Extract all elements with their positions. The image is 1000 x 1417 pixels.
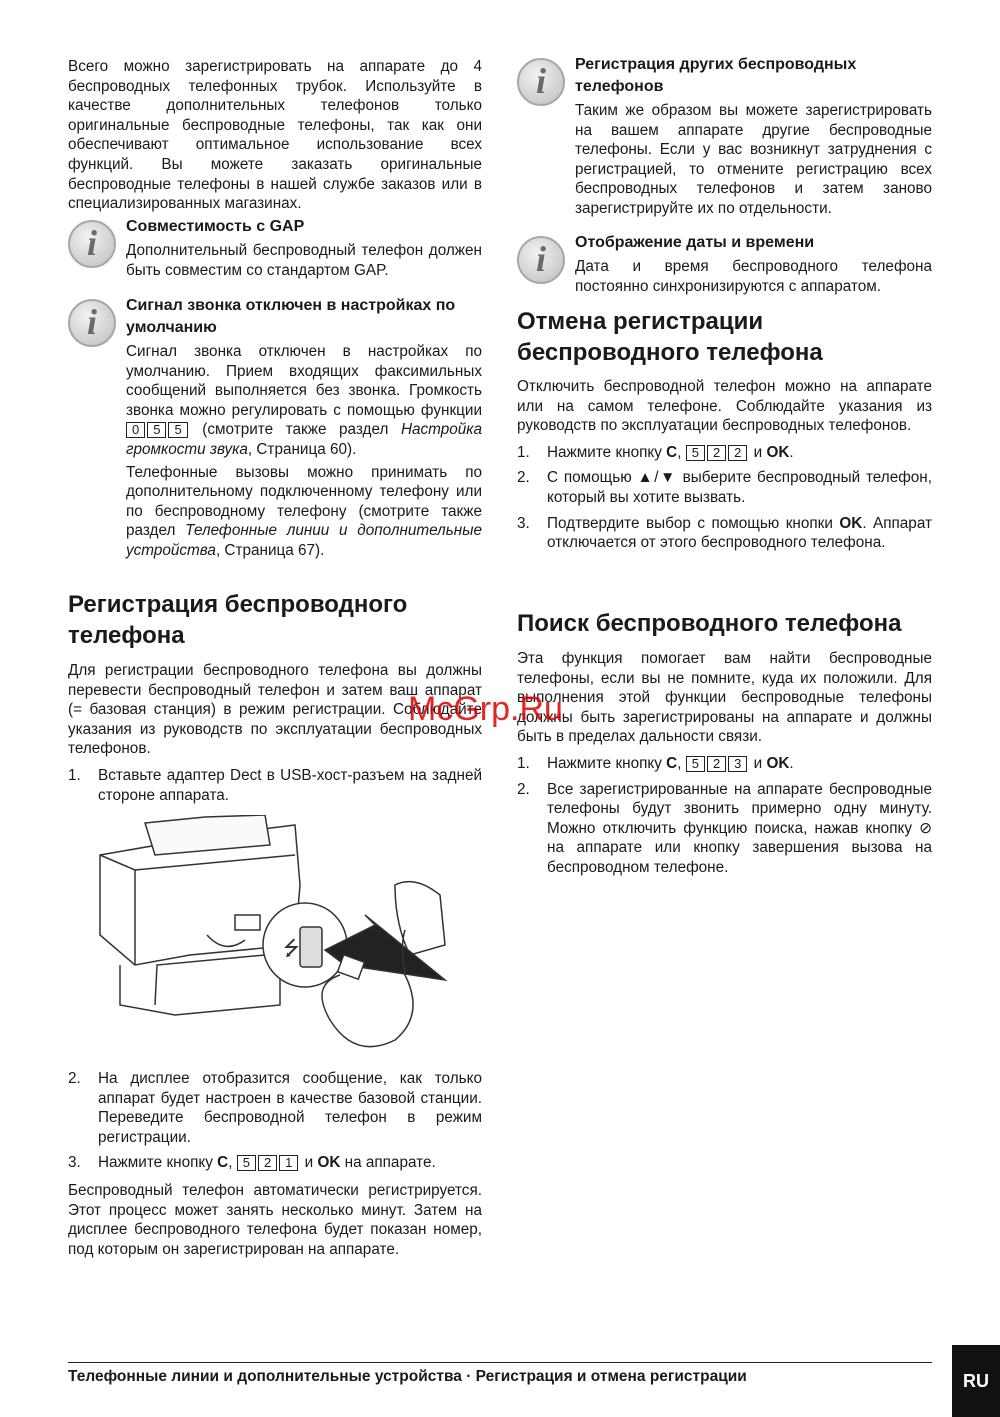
text: Подтвердите выбор с помощью кнопки [547, 514, 840, 532]
text: и [749, 754, 767, 772]
text: На дисплее отобразится сообщение, как только аппарат будет настроен в качестве базовой станции. Переведите беспроводной телефон в режим регистрации. [98, 1070, 482, 1146]
key-button-label: 1 [279, 1155, 298, 1171]
key-button-label: 5 [168, 422, 187, 438]
text: Дополнительный беспроводный телефон должен быть совместим со стандартом GAP. [126, 242, 482, 279]
text: С помощью ▲/▼ выберите беспроводный телефон, который вы хотите вызвать. [547, 469, 932, 506]
text: . [789, 754, 794, 772]
list-item: 1. Нажмите кнопку C, 5 2 2 и OK. [517, 443, 794, 461]
list-item: 2. С помощью ▲/▼ выберите беспроводный телефон, который вы хотите вызвать. [517, 469, 932, 506]
text: Беспроводный телефон автоматически регистрируется. Этот процесс может занять несколько минут. Затем на дисплее беспроводного телефона будет показан номер, под которым он зарегистрирован на аппарате. [68, 1181, 482, 1258]
unregister-section [517, 377, 932, 559]
text: и [300, 1154, 318, 1172]
bold-key-name: OK [766, 443, 790, 461]
intro-paragraph [68, 57, 482, 217]
text: Таким же образом вы можете зарегистрировать на вашем аппарате другие беспроводные телефоны. Если у вас возникнут затруднения с регистрацией, то отмените регистрацию всех беспроводных телефонов и затем заново зарегистрируйте их по отдельности. [575, 102, 932, 217]
text: , [228, 1154, 237, 1172]
key-button-label: 5 [686, 756, 705, 772]
language-tab: RU [952, 1345, 1000, 1417]
registration-steps [68, 1069, 482, 1262]
cross-reference: Телефонные линии и дополнительные устройства [126, 522, 482, 559]
footer-text: Телефонные линии и дополнительные устройства · Регистрация и отмена регистрации [68, 1368, 747, 1385]
text: Эта функция помогает вам найти беспроводные телефоны, если вы не помните, куда их положили. Для выполнения этой функции беспроводные телефоны должны быть зарегистрированы на аппарате и должны быть в пределах дальности связи. [517, 650, 932, 746]
svg-text:⭍: ⭍ [283, 938, 300, 960]
note-title: Сигнал звонка отключен в настройках по умолчанию [126, 297, 456, 336]
info-icon: i [517, 58, 565, 106]
text: , Страница 67). [215, 541, 325, 559]
info-icon: i [517, 236, 565, 284]
key-button-label: 2 [728, 445, 747, 461]
text: Нажмите кнопку [547, 754, 667, 772]
watermark: McGrp.Ru [408, 690, 563, 728]
bold-key-name: OK [839, 514, 863, 532]
text: на аппарате. [340, 1154, 436, 1172]
note-title: Регистрация других беспроводных телефонов [575, 56, 857, 95]
key-button-label: 2 [707, 756, 726, 772]
note-date-time [517, 232, 932, 299]
text: , Страница 60). [247, 440, 357, 458]
key-button-label: 5 [686, 445, 705, 461]
text: Сигнал звонка отключен в настройках по умолчанию. Прием входящих факсимильных сообщений выполняется без звонка. Громкость звонка можно регулировать с помощью функции [126, 343, 482, 419]
list-item: 1. Нажмите кнопку C, 5 2 3 и OK. [517, 754, 794, 772]
key-button-label: 2 [258, 1155, 277, 1171]
key-button-label: 2 [707, 445, 726, 461]
text: Все зарегистрированные на аппарате беспроводные телефоны будут звонить примерно одну минуту. Можно отключить функцию поиска, нажав кнопку ⊘ на аппарате или кнопку завершения вызова на беспроводном телефоне. [547, 780, 932, 876]
bold-key-name: OK [317, 1154, 341, 1172]
key-button-label: 0 [126, 422, 145, 438]
info-icon: i [68, 299, 116, 347]
note-other-phones [517, 54, 932, 222]
text: , [677, 443, 686, 461]
text: Вставьте адаптер Dect в USB-хост-разъем на задней стороне аппарата. [98, 766, 482, 804]
bold-key-name: C [217, 1154, 229, 1172]
section-heading-registration: Регистрация беспроводного телефона [68, 591, 408, 649]
bold-key-name: C [666, 754, 678, 772]
footer-divider [68, 1362, 932, 1363]
cross-reference: Настройка громкости звука [126, 421, 482, 458]
list-item: 2. На дисплее отобразится сообщение, как только аппарат будет настроен в качестве базовой станции. Переведите беспроводной телефон в режим регистрации. [68, 1070, 482, 1146]
text: Дата и время беспроводного телефона постоянно синхронизируются с аппаратом. [575, 258, 932, 295]
text: Для регистрации беспроводного телефона вы должны перевести беспроводный телефон и затем ваш аппарат (= базовая станция) в режим регистрации. Соблюдайте указания из руководств по эксплуатации беспроводных телефонов. [68, 662, 482, 758]
key-button-label: 5 [237, 1155, 256, 1171]
list-item: 2. Все зарегистрированные на аппарате беспроводные телефоны будут звонить примерно одну минуту. Можно отключить функцию поиска, нажав кнопку ⊘ на аппарате или кнопку завершения вызова на беспроводном телефоне. [517, 780, 932, 876]
note-ring [68, 295, 482, 564]
text: Отключить беспроводной телефон можно на аппарате или на самом телефоне. Соблюдайте указания из руководств по эксплуатации беспроводных телефонов. [517, 378, 932, 435]
search-section [517, 649, 932, 884]
bold-key-name: OK [766, 754, 790, 772]
text: и [749, 443, 767, 461]
note-title: Совместимость с GAP [126, 218, 305, 235]
bold-key-name: C [666, 443, 678, 461]
section-heading-unregister: Отмена регистрации беспроводного телефона [517, 308, 823, 366]
list-item: 1. Вставьте адаптер Dect в USB-хост-разъем на задней стороне аппарата. [68, 766, 482, 804]
text: Всего можно зарегистрировать на аппарате до 4 беспроводных телефонных трубок. Используйте в качестве дополнительных телефонов только оригинальные беспроводные телефоны, так как они обеспечивают оптимальное использование всех функций. Вы можете заказать оригинальные беспроводные телефоны в нашей службе заказов или в специализированных магазинах. [68, 58, 482, 213]
device-usb-illustration [95, 815, 455, 1055]
text: , [677, 754, 686, 772]
text: Нажмите кнопку [98, 1154, 218, 1172]
key-button-label: 5 [147, 422, 166, 438]
info-icon: i [68, 220, 116, 268]
list-item: 3. Подтвердите выбор с помощью кнопки OK. Аппарат отключается от этого беспроводного телефона. [517, 514, 932, 552]
key-button-label: 3 [728, 756, 747, 772]
text: Телефонные вызовы можно принимать по дополнительному подключенному телефону или по беспроводному телефону (смотрите также раздел [126, 463, 482, 540]
registration-section [68, 661, 482, 811]
section-heading-search: Поиск беспроводного телефона [517, 610, 902, 637]
list-item: 3. Нажмите кнопку C, 5 2 1 и OK на аппарате. [68, 1154, 436, 1172]
text: . Аппарат отключается от этого беспроводного телефона. [547, 514, 932, 552]
note-gap [68, 216, 482, 283]
note-title: Отображение даты и времени [575, 234, 815, 251]
text: . [789, 443, 794, 461]
text: Нажмите кнопку [547, 443, 667, 461]
text: (смотрите также раздел [189, 421, 401, 439]
